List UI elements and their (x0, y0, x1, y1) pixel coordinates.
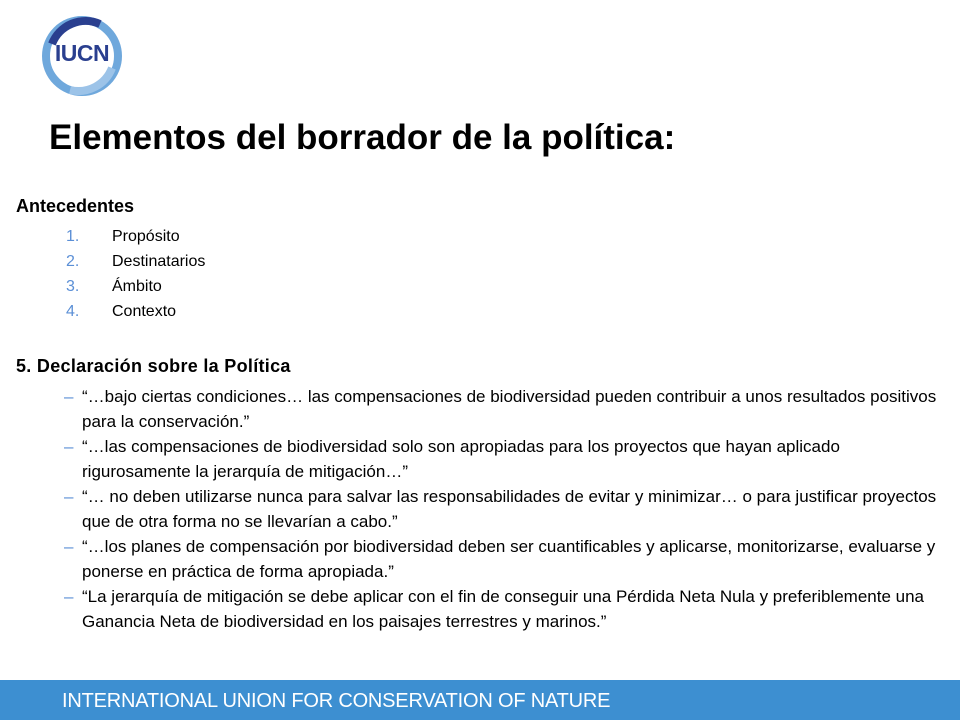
list-number: 1. (66, 228, 80, 245)
dash-bullet: – (64, 537, 74, 556)
section-heading-antecedentes: Antecedentes (16, 196, 135, 216)
footer-bar (0, 680, 960, 720)
list-item-label: Propósito (112, 228, 180, 245)
footer-text: INTERNATIONAL UNION FOR CONSERVATION OF NATURE (62, 690, 611, 712)
list-item-label: Contexto (112, 303, 177, 320)
list-item (66, 299, 205, 324)
section-heading-declaracion: 5. Declaración sobre la Política (16, 356, 291, 376)
list-item-label: Ámbito (112, 278, 162, 295)
quote-item (60, 434, 940, 484)
quote-text: “…los planes de compensación por biodiversidad deben ser cuantificables y aplicarse, monitorizarse, evaluarse y ponerse en práctica de forma apropiada.” (82, 537, 936, 581)
iucn-logo (40, 14, 124, 98)
quote-text: “…las compensaciones de biodiversidad solo son apropiadas para los proyectos que hayan aplicado rigurosamente la jerarquía de mitigación…” (82, 437, 840, 481)
quote-text: “La jerarquía de mitigación se debe aplicar con el fin de conseguir una Pérdida Neta Nula y preferiblemente una Ganancia Neta de biodiversidad en los paisajes terrestres y marinos.” (82, 587, 925, 631)
quote-item (60, 584, 940, 634)
antecedentes-list (66, 224, 205, 324)
quote-text: “…bajo ciertas condiciones… las compensaciones de biodiversidad pueden contribuir a unos resultados positivos para la conservación.” (82, 387, 937, 431)
dash-bullet: – (64, 487, 74, 506)
quote-item (60, 534, 940, 584)
list-item (66, 224, 205, 249)
list-number: 2. (66, 253, 80, 270)
quote-item (60, 484, 940, 534)
dash-bullet: – (64, 587, 74, 606)
list-item-label: Destinatarios (112, 253, 206, 270)
declaracion-quotes-list (60, 384, 940, 634)
list-item (66, 249, 205, 274)
quote-item (60, 384, 940, 434)
list-number: 4. (66, 303, 80, 320)
quote-text: “… no deben utilizarse nunca para salvar las responsabilidades de evitar y minimizar… o para justificar proyectos que de otra forma no se llevarían a cabo.” (82, 487, 937, 531)
logo-text: IUCN (54, 40, 110, 66)
page-title: Elementos del borrador de la política: (49, 118, 676, 157)
dash-bullet: – (64, 387, 74, 406)
dash-bullet: – (64, 437, 74, 456)
list-item (66, 274, 205, 299)
list-number: 3. (66, 278, 80, 295)
